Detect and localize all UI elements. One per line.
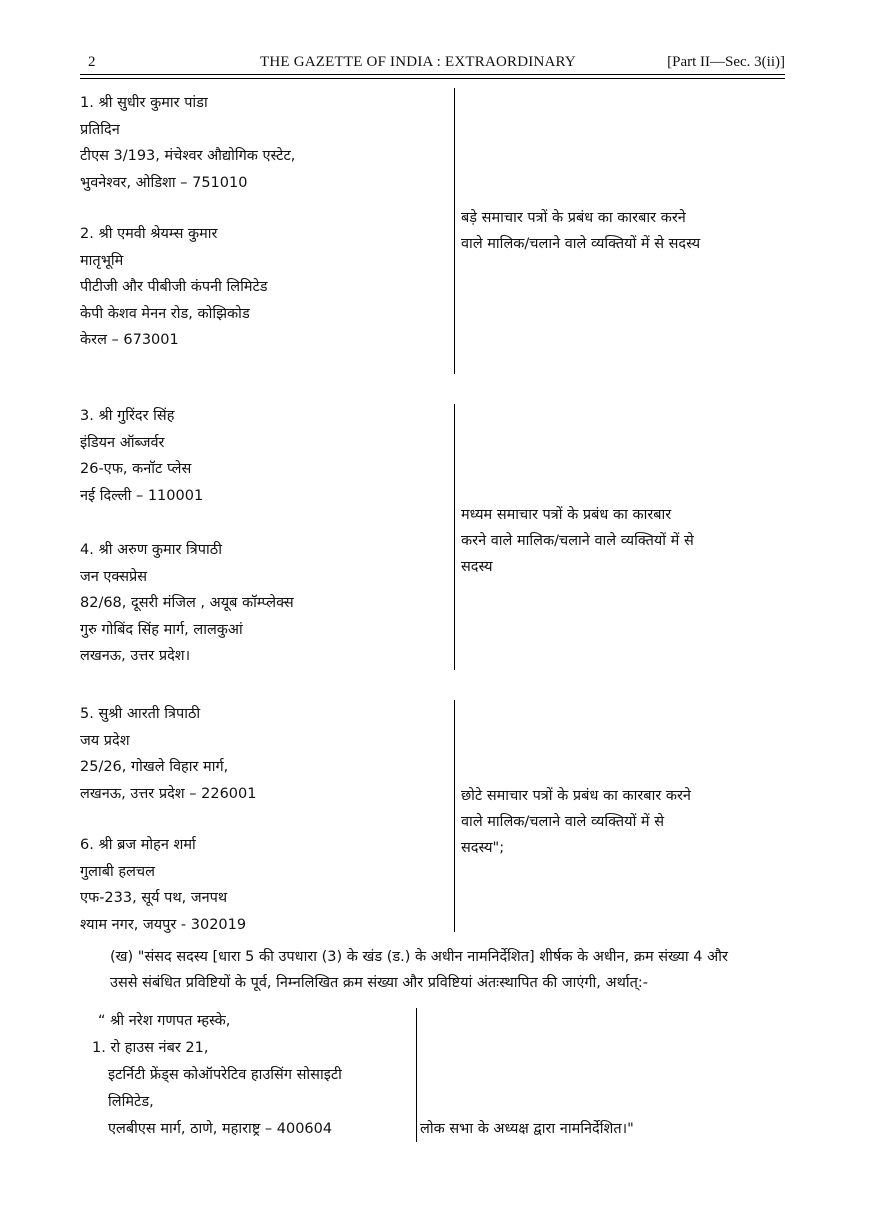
gazette-header	[80, 54, 785, 76]
amendment-paragraph: (ख) "संसद सदस्य [धारा 5 की उपधारा (3) के खंड (ड.) के अधीन नामनिर्देशित] शीर्षक के अधीन, क्रम संख्या 4 और उससे संबंधित प्रविष्टियों के पूर्व, निम्नलिखित क्रम संख्या और प्रविष्टियां अंतःस्थापित की जाएंगी, अर्थात्:-	[110, 949, 728, 991]
category-description-small: छोटे समाचार पत्रों के प्रबंध का कारबार करने वाले मालिक/चलाने वाले व्यक्तियों में से सदस्य";	[461, 788, 691, 856]
column-divider	[454, 88, 455, 374]
member-entry-6: 6. श्री ब्रज मोहन शर्मा गुलाबी हलचल एफ-233, सूर्य पथ, जनपथ श्याम नगर, जयपुर - 302019	[80, 837, 247, 933]
column-divider	[454, 404, 455, 670]
new-entry-description: लोक सभा के अध्यक्ष द्वारा नामनिर्देशित।"	[420, 1121, 634, 1137]
member-entry-2: 2. श्री एमवी श्रेयम्स कुमार मातृभूमि पीटीजी और पीबीजी कंपनी लिमिटेड केपी केशव मेनन रोड, कोझिकोड केरल – 673001	[80, 226, 268, 348]
part-section-label: [Part II—Sec. 3(ii)]	[667, 54, 785, 70]
new-entry-name: “ श्री नरेश गणपत म्हस्के,	[98, 1013, 231, 1029]
category-description-large: बड़े समाचार पत्रों के प्रबंध का कारबार करने वाले मालिक/चलाने वाले व्यक्तियों में से सदस्य	[461, 210, 701, 252]
category-description-medium: मध्यम समाचार पत्रों के प्रबंध का कारबार करने वाले मालिक/चलाने वाले व्यक्तियों में से सदस्य	[461, 507, 694, 575]
member-entry-1: 1. श्री सुधीर कुमार पांडा प्रतिदिन टीएस 3/193, मंचेश्वर औद्योगिक एस्टेट, भुवनेश्वर, ओडिशा – 751010	[80, 95, 296, 191]
header-rule-top	[80, 74, 785, 75]
column-divider	[454, 700, 455, 932]
new-entry-address: 1. रो हाउस नंबर 21, इटर्निटी फ्रेंड्स कोऑपरेटिव हाउसिंग सोसाइटी लिमिटेड, एलबीएस मार्ग, ठाणे, महाराष्ट्र – 400604	[92, 1040, 342, 1137]
member-entry-5: 5. सुश्री आरती त्रिपाठी जय प्रदेश 25/26, गोखले विहार मार्ग, लखनऊ, उत्तर प्रदेश – 226001	[80, 706, 257, 802]
page-number: 2	[88, 54, 96, 70]
gazette-title: THE GAZETTE OF INDIA : EXTRAORDINARY	[260, 54, 576, 70]
member-entry-4: 4. श्री अरुण कुमार त्रिपाठी जन एक्सप्रेस 82/68, दूसरी मंजिल , अयूब कॉम्प्लेक्स गुरु गोबिंद सिंह मार्ग, लालकुआं लखनऊ, उत्तर प्रदेश।	[80, 542, 294, 664]
header-rule-bottom	[80, 78, 785, 79]
column-divider	[416, 1008, 417, 1142]
member-entry-3: 3. श्री गुरिंदर सिंह इंडियन ऑब्जर्वर 26-एफ, कनॉट प्लेस नई दिल्ली – 110001	[80, 408, 204, 504]
